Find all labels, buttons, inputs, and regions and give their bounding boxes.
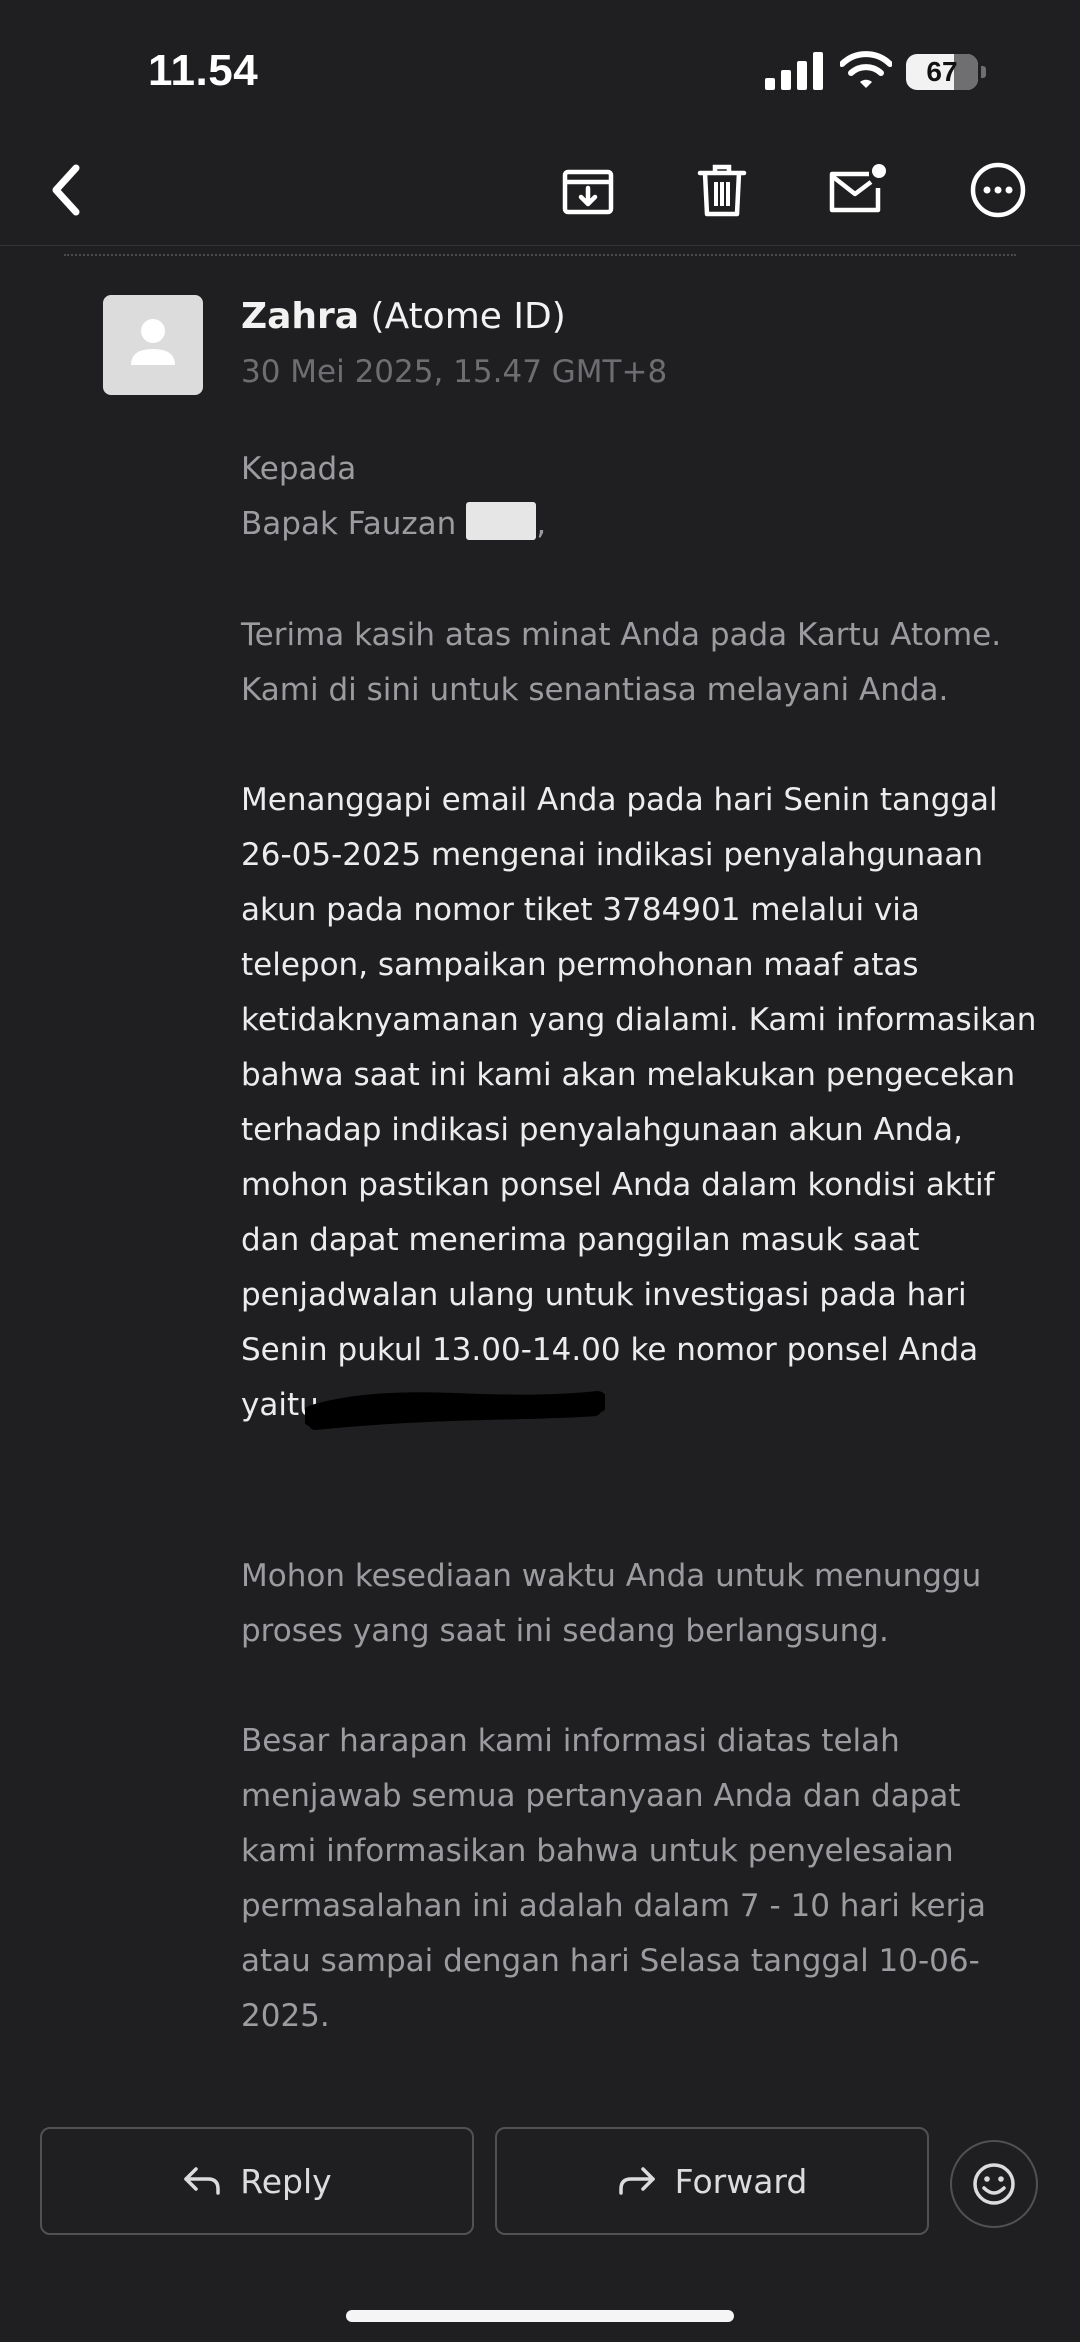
thread-separator	[64, 254, 1016, 256]
body-line: penjadwalan ulang untuk investigasi pada hari	[241, 1277, 967, 1313]
home-indicator[interactable]	[346, 2310, 734, 2322]
back-button[interactable]	[34, 158, 98, 222]
more-button[interactable]	[966, 158, 1030, 222]
reply-icon	[182, 2165, 222, 2197]
back-icon	[42, 162, 90, 218]
person-icon	[103, 295, 203, 395]
status-time: 11.54	[148, 46, 259, 95]
wifi-icon	[840, 50, 892, 90]
forward-button[interactable]	[495, 2127, 929, 2235]
battery-body	[906, 54, 978, 90]
body-line: atau sampai dengan hari Selasa tanggal 10-06-	[241, 1943, 980, 1979]
body-line: Terima kasih atas minat Anda pada Kartu Atome.	[241, 617, 1002, 653]
toolbar-divider	[0, 245, 1080, 246]
body-line: bahwa saat ini kami akan melakukan pengecekan	[241, 1057, 1016, 1093]
greeting-line: Kepada	[241, 451, 357, 487]
body-line: Senin pukul 13.00-14.00 ke nomor ponsel Anda	[241, 1332, 979, 1368]
redacted-surname	[466, 502, 536, 540]
body-line: terhadap indikasi penyalahgunaan akun Anda,	[241, 1112, 963, 1148]
reply-button[interactable]	[40, 2127, 474, 2235]
body-line: 2025.	[241, 1998, 330, 2034]
battery-tip	[981, 66, 986, 78]
cellular-signal-icon	[765, 52, 825, 90]
trash-icon	[694, 162, 750, 218]
mark-unread-button[interactable]	[826, 158, 890, 222]
body-line: dan dapat menerima panggilan masuk saat	[241, 1222, 920, 1258]
body-line: kami informasikan bahwa untuk penyelesaian	[241, 1833, 954, 1869]
body-line: telepon, sampaikan permohonan maaf atas	[241, 947, 919, 983]
battery-percent: 67	[926, 56, 958, 87]
body-line: akun pada nomor tiket 3784901 melalui via	[241, 892, 920, 928]
reply-label: Reply	[240, 2161, 332, 2201]
archive-button[interactable]	[556, 158, 620, 222]
sender[interactable]	[241, 296, 566, 337]
body-line: mohon pastikan ponsel Anda dalam kondisi aktif	[241, 1167, 995, 1203]
greeting	[241, 442, 1041, 552]
body-line: permasalahan ini adalah dalam 7 - 10 hari kerja	[241, 1888, 986, 1924]
more-icon	[968, 160, 1028, 220]
forward-icon	[617, 2165, 657, 2197]
body-text: yaitu	[241, 1387, 319, 1423]
paragraph-response	[241, 773, 1041, 1433]
body-line: menjawab semua pertanyaan Anda dan dapat	[241, 1778, 961, 1814]
sender-name: Zahra	[241, 296, 360, 337]
email-date: 30 Mei 2025, 15.47 GMT+8	[241, 354, 668, 390]
body-line: Besar harapan kami informasi diatas telah	[241, 1723, 900, 1759]
greeting-line	[241, 497, 1041, 552]
mail-unread-icon	[827, 162, 889, 218]
greeting-comma: ,	[536, 506, 547, 542]
paragraph-closing	[241, 1714, 1041, 2044]
body-line: proses yang saat ini sedang berlangsung.	[241, 1613, 889, 1649]
paragraph-thanks	[241, 608, 1041, 718]
redacted-phone-number	[305, 1388, 605, 1438]
forward-label: Forward	[674, 2161, 808, 2201]
body-line: Menanggapi email Anda pada hari Senin tanggal	[241, 782, 998, 818]
sender-organization: (Atome ID)	[370, 296, 566, 337]
avatar[interactable]	[103, 295, 203, 395]
recipient-name: Bapak Fauzan	[241, 506, 457, 542]
battery-indicator	[906, 54, 986, 90]
reaction-button[interactable]	[950, 2140, 1038, 2228]
body-line: Mohon kesediaan waktu Anda untuk menunggu	[241, 1558, 982, 1594]
paragraph-waiting	[241, 1549, 1041, 1659]
body-line: Kami di sini untuk senantiasa melayani Anda.	[241, 672, 949, 708]
body-line: 26-05-2025 mengenai indikasi penyalahgunaan	[241, 837, 983, 873]
archive-icon	[560, 162, 616, 218]
delete-button[interactable]	[690, 158, 754, 222]
smiley-icon	[971, 2161, 1017, 2207]
body-line: ketidaknyamanan yang dialami. Kami informasikan	[241, 1002, 1037, 1038]
